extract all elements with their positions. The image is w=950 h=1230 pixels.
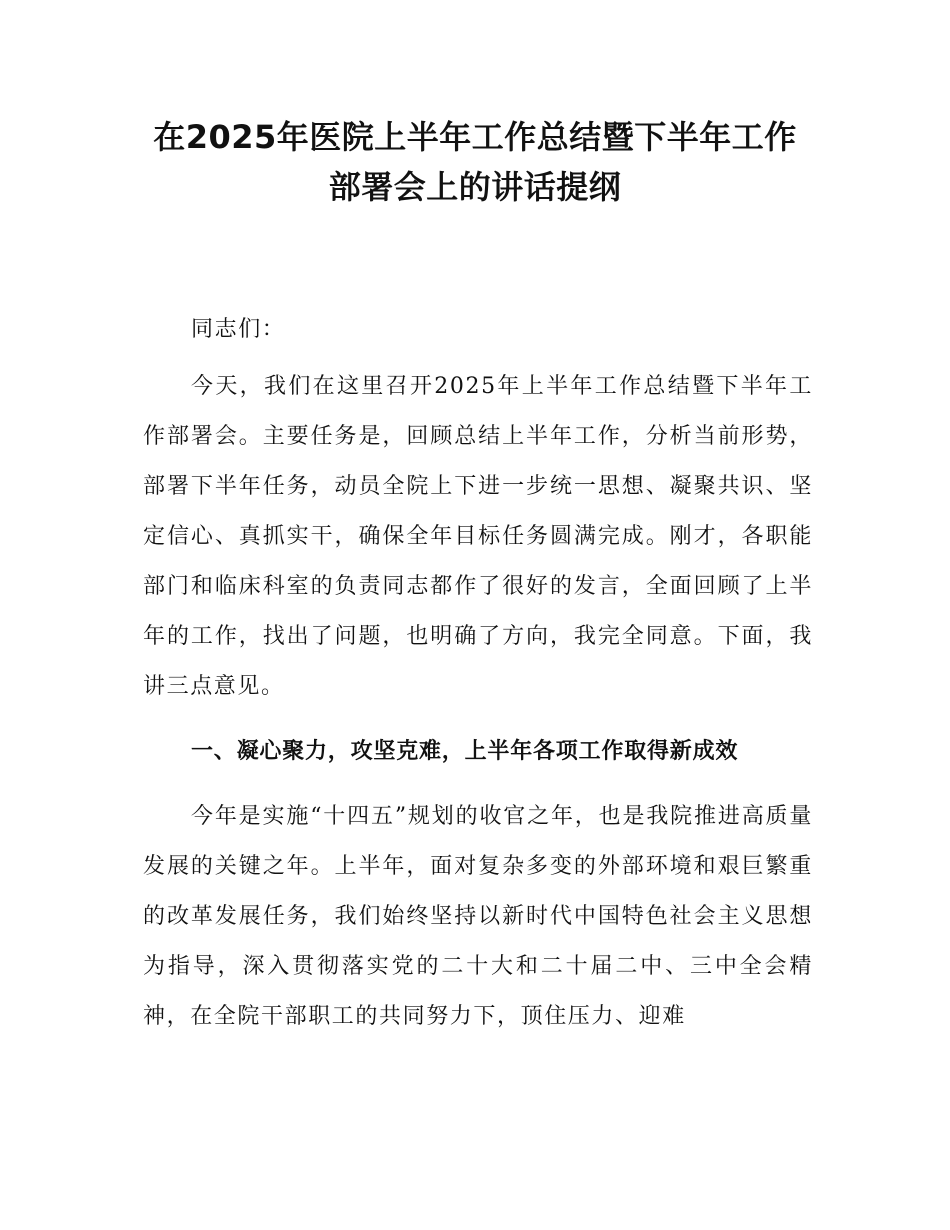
- section-heading-1: 一、凝心聚力，攻坚克难，上半年各项工作取得新成效: [191, 739, 739, 764]
- title-line-1: 在2025年医院上半年工作总结暨下半年工作: [153, 118, 797, 156]
- opening-paragraph: 今天，我们在这里召开2025年上半年工作总结暨下半年工作部署会。主要任务是，回顾总结上半年工作，分析当前形势，部署下半年任务，动员全院上下进一步统一思想、凝聚共识、坚定信心、真抓实干，确保全年目标任务圆满完成。刚才，各职能部门和临床科室的负责同志都作了很好的发言，全面回顾了上半年的工作，找出了问题，也明确了方向，我完全同意。下面，我讲三点意见。: [143, 374, 813, 699]
- section-1-paragraph: 今年是实施“十四五”规划的收官之年，也是我院推进高质量发展的关键之年。上半年，面对复杂多变的外部环境和艰巨繁重的改革发展任务，我们始终坚持以新时代中国特色社会主义思想为指导，深入贯彻落实党的二十大和二十届二中、三中全会精神，在全院干部职工的共同努力下，顶住压力、迎难: [143, 804, 813, 1029]
- title-line-2: 部署会上的讲话提纲: [328, 168, 622, 206]
- document-title: [120, 112, 830, 212]
- salutation: 同志们：: [191, 317, 286, 342]
